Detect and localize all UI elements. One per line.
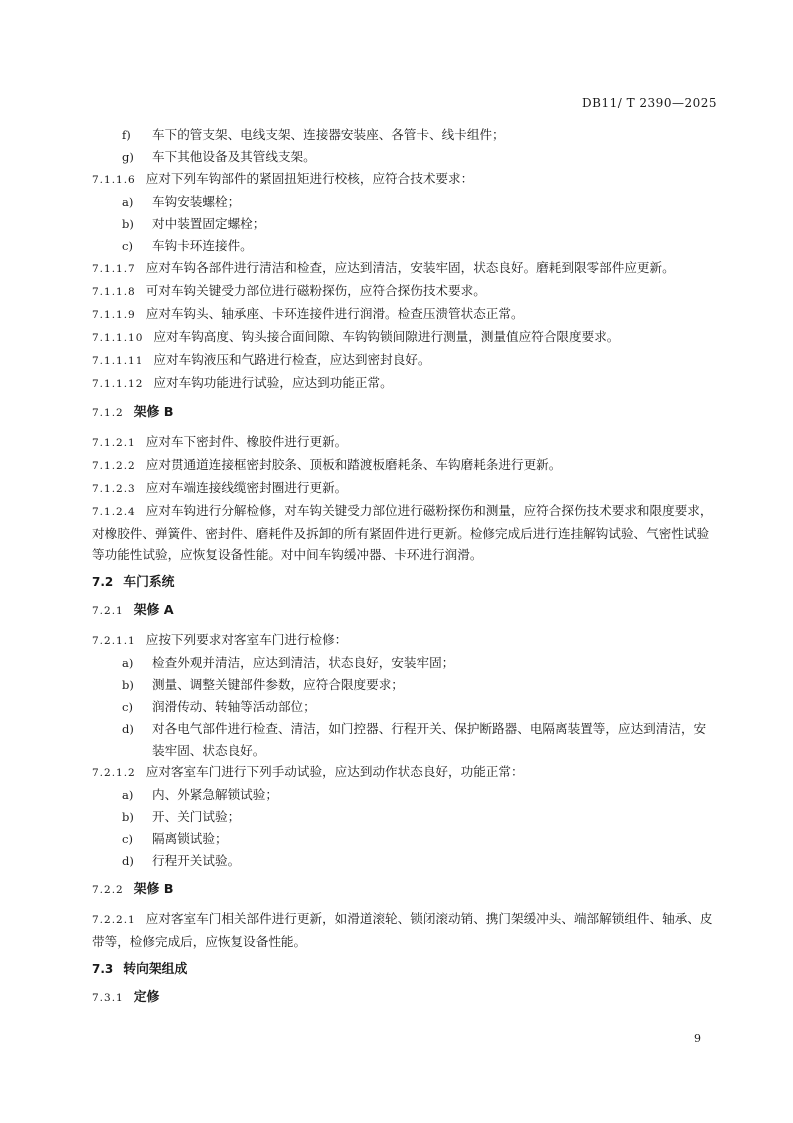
- clause-number: 7.2: [92, 575, 114, 589]
- clause-text: 应对车下密封件、橡胶件进行更新。: [145, 434, 348, 449]
- list-marker: a): [122, 788, 134, 802]
- list-item: [92, 213, 718, 235]
- clause-text: 应对车钩进行分解检修，对车钩关键受力部位进行磁粉探伤和测量，应符合探伤技术要求和限度要求，对橡胶件、弹簧件、密封件、磨耗件及拆卸的所有紧固件进行更新。检修完成后进行连挂解钩试验、气密性试验等功能性试验，应恢复设备性能。对中间车钩缓冲器、卡环进行润滑。: [92, 503, 713, 562]
- clause-number: 7.1.1.11: [92, 355, 144, 367]
- clause-number: 7.1.2.1: [92, 437, 136, 449]
- clause-text: 可对车钩关键受力部位进行磁粉探伤，应符合探伤技术要求。: [145, 283, 486, 298]
- page-number: 9: [694, 1032, 701, 1045]
- section-heading: [92, 879, 718, 901]
- clause-number: 7.1.1.12: [92, 378, 144, 390]
- section-heading: [92, 402, 718, 424]
- clause-number: 7.2.1.2: [92, 767, 136, 779]
- list-marker: b): [122, 217, 134, 231]
- clause-paragraph: [92, 326, 718, 349]
- clause-paragraph: [92, 349, 718, 372]
- standard-code: DB11/ T 2390—2025: [582, 96, 717, 110]
- clause-paragraph: [92, 168, 718, 191]
- clause-number: 7.1.2.4: [92, 506, 136, 518]
- clause-text: 应对客室车门进行下列手动试验，应达到动作状态良好，功能正常：: [145, 764, 524, 779]
- clause-number: 7.1.1.8: [92, 286, 136, 298]
- list-item: [92, 235, 718, 257]
- list-marker: a): [122, 656, 134, 670]
- list-item-text: 车下的管支架、电线支架、连接器安装座、各管卡、线卡组件；: [152, 127, 505, 142]
- list-item: [92, 784, 718, 806]
- clause-paragraph: [92, 280, 718, 303]
- clause-paragraph: [92, 477, 718, 500]
- clause-text: 架修 A: [133, 603, 174, 618]
- list-item: [92, 146, 718, 168]
- clause-number: 7.2.1: [92, 605, 124, 617]
- clause-number: 7.1.1.9: [92, 309, 136, 321]
- clause-text: 架修 B: [133, 405, 174, 420]
- list-item: [92, 124, 718, 146]
- clause-number: 7.1.1.7: [92, 263, 136, 275]
- list-item: [92, 850, 718, 872]
- clause-number: 7.3.1: [92, 992, 124, 1004]
- list-item: [92, 696, 718, 718]
- clause-paragraph: [92, 431, 718, 454]
- chapter-heading: [92, 959, 718, 980]
- list-marker: f): [122, 128, 131, 142]
- clause-paragraph: [92, 761, 718, 784]
- clause-paragraph: [92, 908, 718, 952]
- section-heading: [92, 987, 718, 1009]
- list-item-text: 测量、调整关键部件参数，应符合限度要求；: [152, 677, 404, 692]
- list-item: [92, 718, 718, 761]
- list-item: [92, 828, 718, 850]
- clause-paragraph: [92, 372, 718, 395]
- clause-text: 架修 B: [133, 882, 174, 897]
- clause-number: 7.2.2.1: [92, 914, 136, 926]
- list-marker: d): [122, 722, 134, 736]
- list-item-text: 车钩卡环连接件。: [152, 238, 253, 253]
- list-item-text: 对中装置固定螺栓；: [152, 216, 266, 231]
- clause-number: 7.1.2.3: [92, 483, 136, 495]
- clause-text: 应对贯通道连接框密封胶条、顶板和踏渡板磨耗条、车钩磨耗条进行更新。: [145, 457, 562, 472]
- list-item-text: 润滑传动、转轴等活动部位；: [152, 699, 316, 714]
- clause-paragraph: [92, 257, 718, 280]
- list-item-text: 车钩安装螺栓；: [152, 194, 241, 209]
- list-item: [92, 806, 718, 828]
- list-item-text: 检查外观并清洁，应达到清洁，状态良好，安装牢固；: [152, 655, 455, 670]
- clause-number: 7.1.1.10: [92, 332, 144, 344]
- list-item: [92, 191, 718, 213]
- list-item-text: 车下其他设备及其管线支架。: [152, 149, 316, 164]
- list-marker: b): [122, 810, 134, 824]
- clause-paragraph: [92, 454, 718, 477]
- clause-text: 应对客室车门相关部件进行更新，如滑道滚轮、锁闭滚动销、携门架缓冲头、端部解锁组件、轴承、皮带等，检修完成后，应恢复设备性能。: [92, 911, 713, 949]
- clause-text: 应对车钩高度、钩头接合面间隙、车钩钩锁间隙进行测量，测量值应符合限度要求。: [153, 329, 620, 344]
- clause-number: 7.1.2: [92, 407, 124, 419]
- clause-number: 7.2.2: [92, 884, 124, 896]
- list-marker: a): [122, 195, 134, 209]
- clause-text: 应对车钩各部件进行清洁和检查，应达到清洁，安装牢固，状态良好。磨耗到限零部件应更新。: [145, 260, 675, 275]
- list-marker: c): [122, 832, 133, 846]
- clause-paragraph: [92, 629, 718, 652]
- list-item: [92, 674, 718, 696]
- list-marker: g): [122, 150, 134, 164]
- list-item-text: 内、外紧急解锁试验；: [152, 787, 278, 802]
- list-marker: c): [122, 239, 133, 253]
- clause-text: 应对下列车钩部件的紧固扭矩进行校核，应符合技术要求：: [145, 171, 474, 186]
- clause-text: 定修: [133, 990, 160, 1005]
- list-item-text: 对各电气部件进行检查、清洁，如门控器、行程开关、保护断路器、电隔离装置等，应达到清洁，安装牢固、状态良好。: [152, 721, 707, 758]
- clause-text: 车门系统: [123, 575, 175, 590]
- clause-number: 7.1.1.6: [92, 174, 136, 186]
- clause-paragraph: [92, 303, 718, 326]
- list-item-text: 隔离锁试验；: [152, 831, 228, 846]
- list-item: [92, 652, 718, 674]
- clause-text: 应对车钩头、轴承座、卡环连接件进行润滑。检查压溃管状态正常。: [145, 306, 524, 321]
- clause-text: 转向架组成: [123, 962, 188, 977]
- list-item-text: 行程开关试验。: [152, 853, 241, 868]
- clause-text: 应按下列要求对客室车门进行检修：: [145, 632, 348, 647]
- clause-number: 7.3: [92, 962, 114, 976]
- chapter-heading: [92, 572, 718, 593]
- clause-text: 应对车端连接线缆密封圈进行更新。: [145, 480, 348, 495]
- list-marker: b): [122, 678, 134, 692]
- section-heading: [92, 600, 718, 622]
- clause-number: 7.1.2.2: [92, 460, 136, 472]
- clause-number: 7.2.1.1: [92, 635, 136, 647]
- list-marker: d): [122, 854, 134, 868]
- document-body: [92, 124, 718, 1016]
- clause-paragraph: [92, 500, 718, 565]
- list-marker: c): [122, 700, 133, 714]
- clause-text: 应对车钩液压和气路进行检查，应达到密封良好。: [153, 352, 431, 367]
- list-item-text: 开、关门试验；: [152, 809, 241, 824]
- clause-text: 应对车钩功能进行试验，应达到功能正常。: [153, 375, 393, 390]
